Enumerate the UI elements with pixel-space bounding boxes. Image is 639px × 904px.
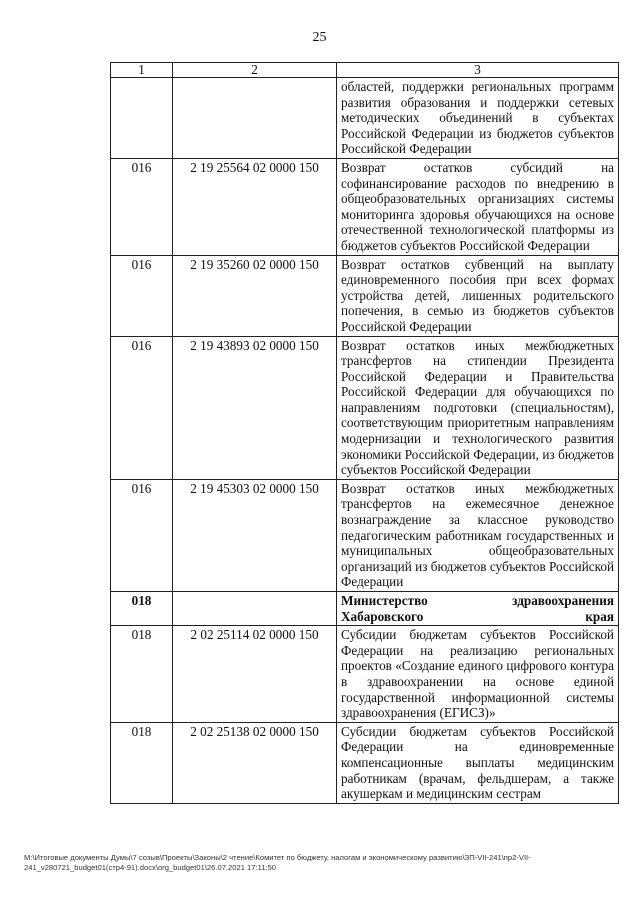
table-header-row — [111, 63, 619, 78]
column-header-3: 3 — [337, 63, 619, 78]
admin-code-cell: 016 — [111, 255, 173, 336]
column-header-2: 2 — [173, 63, 337, 78]
table-row — [111, 336, 619, 479]
admin-code-cell: 018 — [111, 626, 173, 723]
admin-code-cell: 018 — [111, 722, 173, 803]
admin-code-cell: 016 — [111, 479, 173, 591]
budget-code-cell: 2 02 25138 02 0000 150 — [173, 722, 337, 803]
table-row — [111, 158, 619, 255]
footer-line-2: 241_v280721_budget01(стр4-91).docx\org_budget01\26.07.2021 17:11:50 — [24, 862, 277, 872]
section-header-row — [111, 592, 619, 626]
description-cell: Субсидии бюджетам субъектов Российской Федерации на реализацию региональных проектов «Создание единого цифрового контура в здравоохранении на основе единой государственной информационной системы здравоохранения (ЕГИСЗ)» — [337, 626, 619, 723]
budget-code-cell — [173, 592, 337, 626]
budget-code-cell: 2 19 45303 02 0000 150 — [173, 479, 337, 591]
admin-code-cell: 018 — [111, 592, 173, 626]
budget-code-cell — [173, 78, 337, 159]
budget-classification-table — [110, 62, 619, 804]
ministry-name-cell: Министерство здравоохранения Хабаровского края — [337, 592, 619, 626]
description-cell: Возврат остатков субсидий на софинансирование расходов по внедрению в общеобразовательных организациях системы мониторинга здоровья обучающихся на основе отечественной технологической платформы из бюджетов субъектов Российской Федерации — [337, 158, 619, 255]
budget-code-cell: 2 19 35260 02 0000 150 — [173, 255, 337, 336]
description-cell: Возврат остатков субвенций на выплату единовременного пособия при всех формах устройства детей, лишенных родительского попечения, в семью из бюджетов субъектов Российской Федерации — [337, 255, 619, 336]
column-header-1: 1 — [111, 63, 173, 78]
budget-code-cell: 2 19 25564 02 0000 150 — [173, 158, 337, 255]
table-row — [111, 722, 619, 803]
footer-line-1: М:\Итоговые документы Думы\7 созыв\Проекты\Законы\2 чтение\Комитет по бюджету, налогам и экономическому развитию\ЗП-VII-241\пр2-VII- — [24, 853, 531, 862]
admin-code-cell: 016 — [111, 336, 173, 479]
description-cell: областей, поддержки региональных программ развития образования и поддержки сетевых методических объединений в субъектах Российской Федерации из бюджетов субъектов Российской Федерации — [337, 78, 619, 159]
budget-code-cell: 2 19 43893 02 0000 150 — [173, 336, 337, 479]
file-path-footer — [24, 853, 616, 872]
budget-code-cell: 2 02 25114 02 0000 150 — [173, 626, 337, 723]
table-row — [111, 255, 619, 336]
page-number: 25 — [312, 30, 327, 45]
admin-code-cell: 016 — [111, 158, 173, 255]
admin-code-cell — [111, 78, 173, 159]
description-cell: Возврат остатков иных межбюджетных трансфертов на ежемесячное денежное вознаграждение за классное руководство педагогическим работникам государственных и муниципальных общеобразовательных организаций из бюджетов субъектов Российской Федерации — [337, 479, 619, 591]
table-row — [111, 479, 619, 591]
table-row — [111, 78, 619, 159]
description-cell: Субсидии бюджетам субъектов Российской Федерации на единовременные компенсационные выплаты медицинским работникам (врачам, фельдшерам, а также акушеркам и медицинским сестрам — [337, 722, 619, 803]
description-cell: Возврат остатков иных межбюджетных трансфертов на стипендии Президента Российской Федерации и Правительства Российской Федерации для обучающихся по направлениям подготовки (специальностям), соответствующим приоритетным направлениям модернизации и технологического развития экономики Российской Федерации, из бюджетов субъектов Российской Федерации — [337, 336, 619, 479]
table-row — [111, 626, 619, 723]
